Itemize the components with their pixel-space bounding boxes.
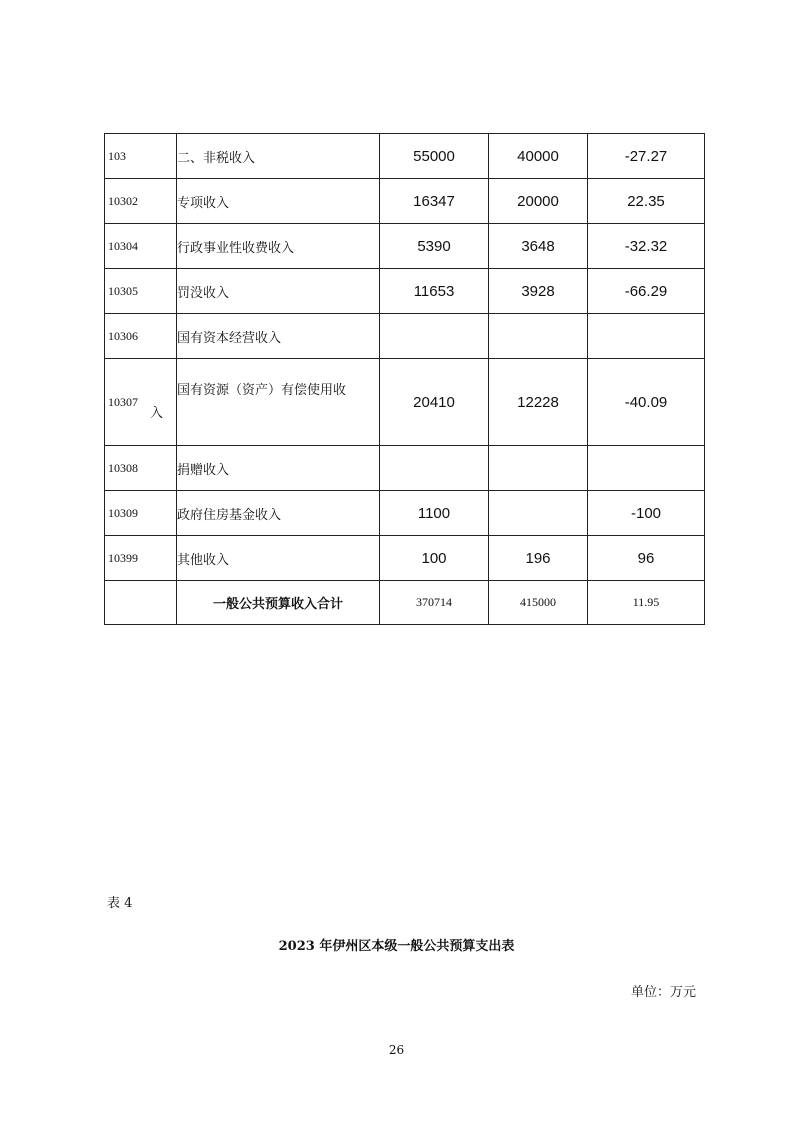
row-name	[150, 359, 380, 446]
table-row	[105, 134, 705, 179]
row-code: 10302	[105, 179, 177, 224]
row-value-2: 3928	[489, 269, 588, 314]
row-code: 10304	[105, 224, 177, 269]
total-value-1: 370714	[380, 581, 489, 625]
total-value-3: 11.95	[588, 581, 705, 625]
row-code: 103	[105, 134, 177, 179]
table-row	[105, 269, 705, 314]
row-value-3	[588, 314, 705, 359]
row-value-2	[489, 491, 588, 536]
row-value-1: 1100	[380, 491, 489, 536]
row-name: 捐赠收入	[177, 446, 380, 491]
row-name: 罚没收入	[177, 269, 380, 314]
total-label: 一般公共预算收入合计	[177, 581, 380, 625]
row-code: 10399	[105, 536, 177, 581]
row-value-2: 3648	[489, 224, 588, 269]
row-code: 10309	[105, 491, 177, 536]
row-name-line1: 国有资源（资产）有偿使用收	[177, 383, 347, 398]
row-value-3	[588, 446, 705, 491]
row-value-2	[489, 314, 588, 359]
row-value-3: -40.09	[588, 359, 705, 446]
row-code	[105, 581, 177, 625]
row-value-1	[380, 446, 489, 491]
total-value-2: 415000	[489, 581, 588, 625]
row-value-1: 55000	[380, 134, 489, 179]
table-row	[105, 179, 705, 224]
budget-revenue-table	[104, 133, 705, 625]
table-total-row	[105, 581, 705, 625]
row-name: 其他收入	[177, 536, 380, 581]
page-title: 2023 年伊州区本级一般公共预算支出表	[278, 939, 515, 954]
row-value-2: 12228	[489, 359, 588, 446]
row-name: 国有资本经营收入	[177, 314, 380, 359]
row-value-1: 16347	[380, 179, 489, 224]
table-row	[105, 446, 705, 491]
unit-label: 单位：万元	[630, 985, 696, 1000]
row-value-3: -66.29	[588, 269, 705, 314]
row-value-3: -100	[588, 491, 705, 536]
row-value-1: 20410	[380, 359, 489, 446]
row-code: 10305	[105, 269, 177, 314]
table-row	[105, 224, 705, 269]
table-row	[105, 359, 705, 446]
row-name: 行政事业性收费收入	[177, 224, 380, 269]
table-row	[105, 536, 705, 581]
row-value-2: 40000	[489, 134, 588, 179]
row-value-1: 11653	[380, 269, 489, 314]
row-name: 政府住房基金收入	[177, 491, 380, 536]
row-value-1: 5390	[380, 224, 489, 269]
row-value-1	[380, 314, 489, 359]
table-row	[105, 314, 705, 359]
table-row	[105, 491, 705, 536]
row-value-3: 22.35	[588, 179, 705, 224]
row-value-2: 20000	[489, 179, 588, 224]
row-name: 二、非税收入	[177, 134, 380, 179]
row-name-line2: 入	[150, 406, 164, 421]
row-name: 专项收入	[177, 179, 380, 224]
row-value-2: 196	[489, 536, 588, 581]
row-value-3: 96	[588, 536, 705, 581]
row-code: 10306	[105, 314, 177, 359]
row-code: 10307	[105, 359, 177, 446]
row-value-1: 100	[380, 536, 489, 581]
row-value-3: -27.27	[588, 134, 705, 179]
page-number: 26	[388, 1043, 405, 1057]
table-label: 表 4	[107, 896, 133, 911]
row-value-3: -32.32	[588, 224, 705, 269]
row-value-2	[489, 446, 588, 491]
row-code: 10308	[105, 446, 177, 491]
